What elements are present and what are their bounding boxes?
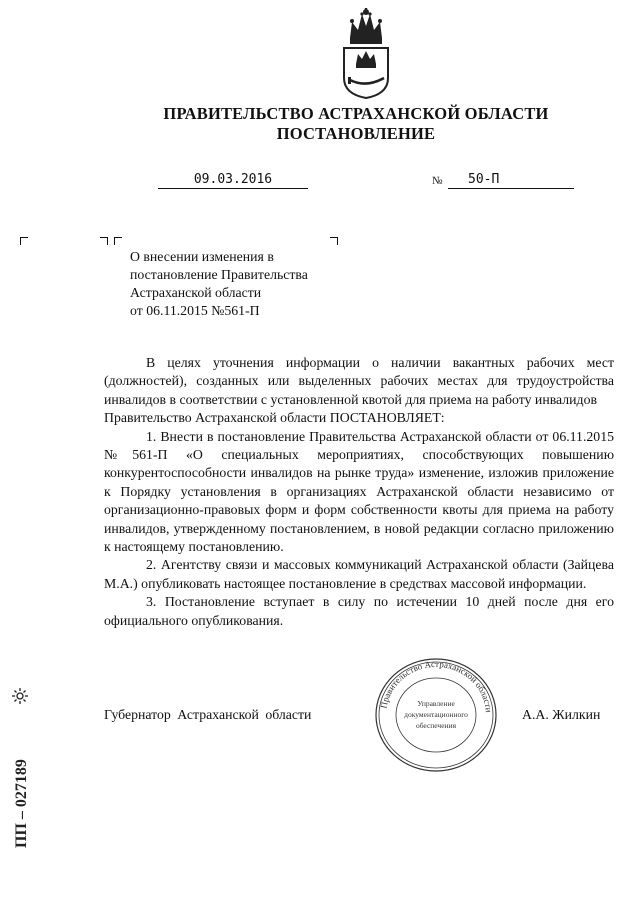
- number-label: №: [432, 175, 443, 187]
- intro-paragraph: В целях уточнения информации о наличии вакантных рабочих мест (должностей), созданных или выделенных рабочих местах для трудоустройства инвалидов в соответствии с установленной квотой для приема на работу инвалидов: [104, 355, 614, 407]
- subject-line: постановление Правительства: [130, 267, 308, 282]
- subject-line: О внесении изменения в: [130, 249, 274, 264]
- document-date: 09.03.2016: [158, 172, 308, 189]
- corner-mark-left: [20, 237, 28, 245]
- stamp-outer-text: Правительство Астраханской области: [378, 658, 494, 713]
- corner-mark-subject-right: [330, 237, 338, 245]
- corner-mark-subject-left-b: [114, 237, 122, 245]
- signatory-name: А.А. Жилкин: [522, 707, 601, 722]
- subject-line: от 06.11.2015 №561-П: [130, 303, 260, 318]
- stamp-inner-line: Управление: [417, 699, 455, 708]
- document-subject: [130, 248, 370, 320]
- registration-number: ПП – 027189: [13, 759, 30, 848]
- stamp-inner-line: обеспечения: [415, 721, 457, 730]
- corner-mark-subject-left-a: [100, 237, 108, 245]
- sun-icon: [12, 688, 28, 704]
- document-body: [104, 354, 614, 630]
- item-1-paragraph: 1. Внести в постановление Правительства Астраханской области от 06.11.2015 №561-П «О специальных мероприятиях, способствующих повышению конкурентоспособности инвалидов на рынке труда» изменение, изложив приложение к Порядку установления в организациях Астраханской области независимо от организационно-правовых форм и форм собственности квоты для приема на работу инвалидов, утвержденному постановлением, в новой редакции согласно приложению к настоящему постановлению.: [104, 428, 614, 555]
- item-3-paragraph: 3. Постановление вступает в силу по истечении 10 дней после дня его официального опубликования.: [104, 594, 614, 628]
- government-title: ПРАВИТЕЛЬСТВО АСТРАХАНСКОЙ ОБЛАСТИ: [163, 104, 549, 123]
- official-stamp-icon: [372, 656, 500, 774]
- stamp-inner-line: документационного: [404, 710, 468, 719]
- subject-line: Астраханской области: [130, 285, 262, 300]
- document-type-title: ПОСТАНОВЛЕНИЕ: [276, 124, 436, 143]
- coat-of-arms-emblem-icon: [338, 8, 394, 100]
- decree-paragraph: Правительство Астраханской области ПОСТАНОВЛЯЕТ:: [104, 410, 445, 426]
- item-2-paragraph: 2. Агентству связи и массовых коммуникаций Астраханской области (Зайцева М.А.) опубликовать настоящее постановление в средствах массовой информации.: [104, 557, 614, 591]
- signatory-title: Губернатор Астраханской области: [104, 707, 312, 722]
- document-number: 50-П: [448, 172, 574, 189]
- registration-side-mark: [5, 672, 35, 852]
